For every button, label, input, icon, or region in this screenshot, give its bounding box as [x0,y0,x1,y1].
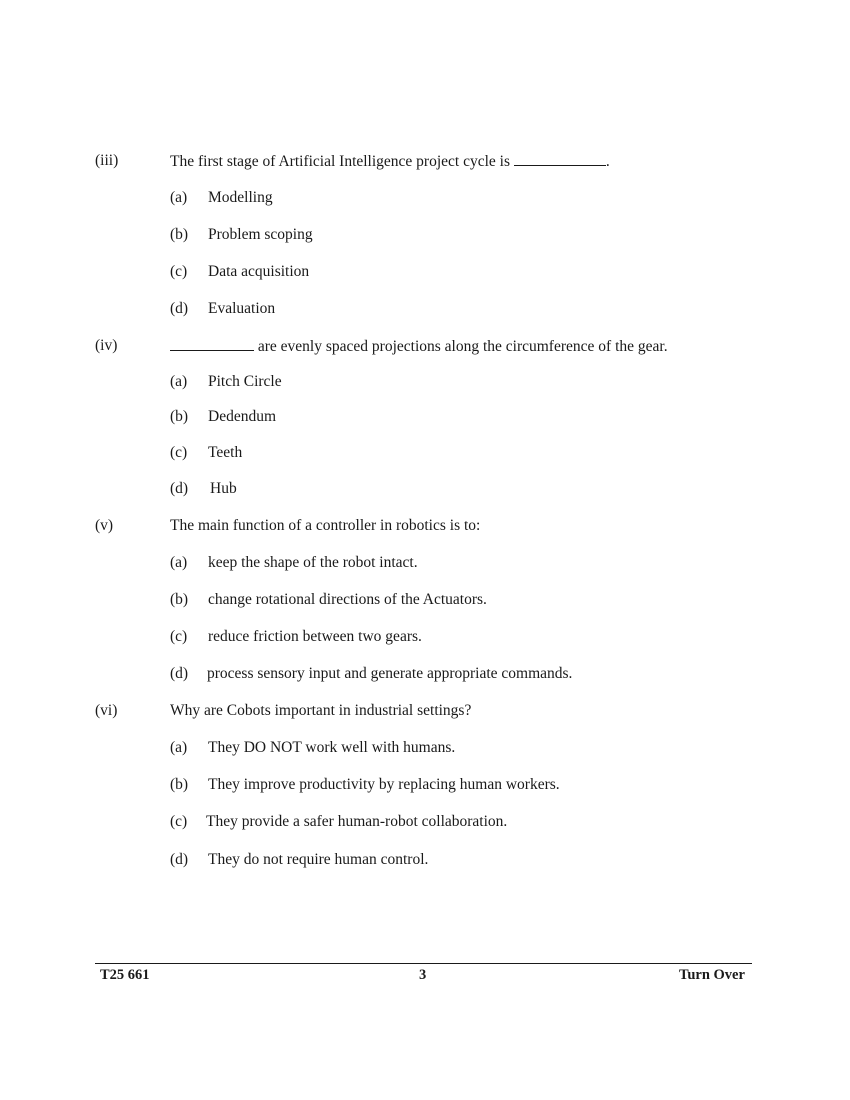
turn-over-label: Turn Over [679,967,745,983]
option-letter: (d) [170,851,189,868]
option-text: They provide a safer human-robot collaboration. [206,813,508,830]
option-text: process sensory input and generate appropriate commands. [207,665,573,682]
question-number-v: (v) [95,517,114,534]
option-letter: (d) [170,300,189,317]
option-text: reduce friction between two gears. [208,628,422,645]
question-stem-vi: Why are Cobots important in industrial settings? [170,702,472,719]
option-text: They do not require human control. [208,851,429,868]
option-letter: (c) [170,813,188,830]
question-number-iv: (iv) [95,337,118,354]
page-number: 3 [419,967,427,983]
option-letter: (a) [170,189,188,206]
question-stem-iii [170,151,610,172]
option-letter: (a) [170,554,188,571]
option-letter: (c) [170,444,188,461]
option-text: Evaluation [208,300,276,317]
option-letter: (b) [170,591,189,608]
option-text: change rotational directions of the Actuators. [208,591,487,608]
footer-divider [95,963,752,964]
option-letter: (d) [170,480,189,497]
question-stem-end: . [605,153,610,170]
question-stem-text: The first stage of Artificial Intelligence project cycle is [170,153,514,170]
question-stem-v: The main function of a controller in robotics is to: [170,517,481,534]
option-text: They improve productivity by replacing human workers. [208,776,560,793]
option-letter: (b) [170,226,189,243]
question-number-iii: (iii) [95,152,119,169]
option-text: Problem scoping [208,226,313,243]
option-text: They DO NOT work well with humans. [208,739,456,756]
option-letter: (c) [170,628,188,645]
paper-code: T25 661 [100,967,150,983]
option-text: Modelling [208,189,273,206]
option-letter: (d) [170,665,189,682]
option-text: Hub [210,480,237,497]
option-text: Data acquisition [208,263,310,280]
question-stem-iv [170,336,668,357]
option-text: Teeth [208,444,243,461]
option-letter: (b) [170,776,189,793]
option-letter: (a) [170,739,188,756]
option-text: Pitch Circle [208,373,282,390]
option-letter: (b) [170,408,189,425]
option-text: Dedendum [208,408,277,425]
option-letter: (c) [170,263,188,280]
answer-blank [170,336,254,351]
question-stem-text: are evenly spaced projections along the circumference of the gear. [254,338,668,355]
answer-blank [514,151,606,166]
option-text: keep the shape of the robot intact. [208,554,418,571]
option-letter: (a) [170,373,188,390]
question-number-vi: (vi) [95,702,118,719]
